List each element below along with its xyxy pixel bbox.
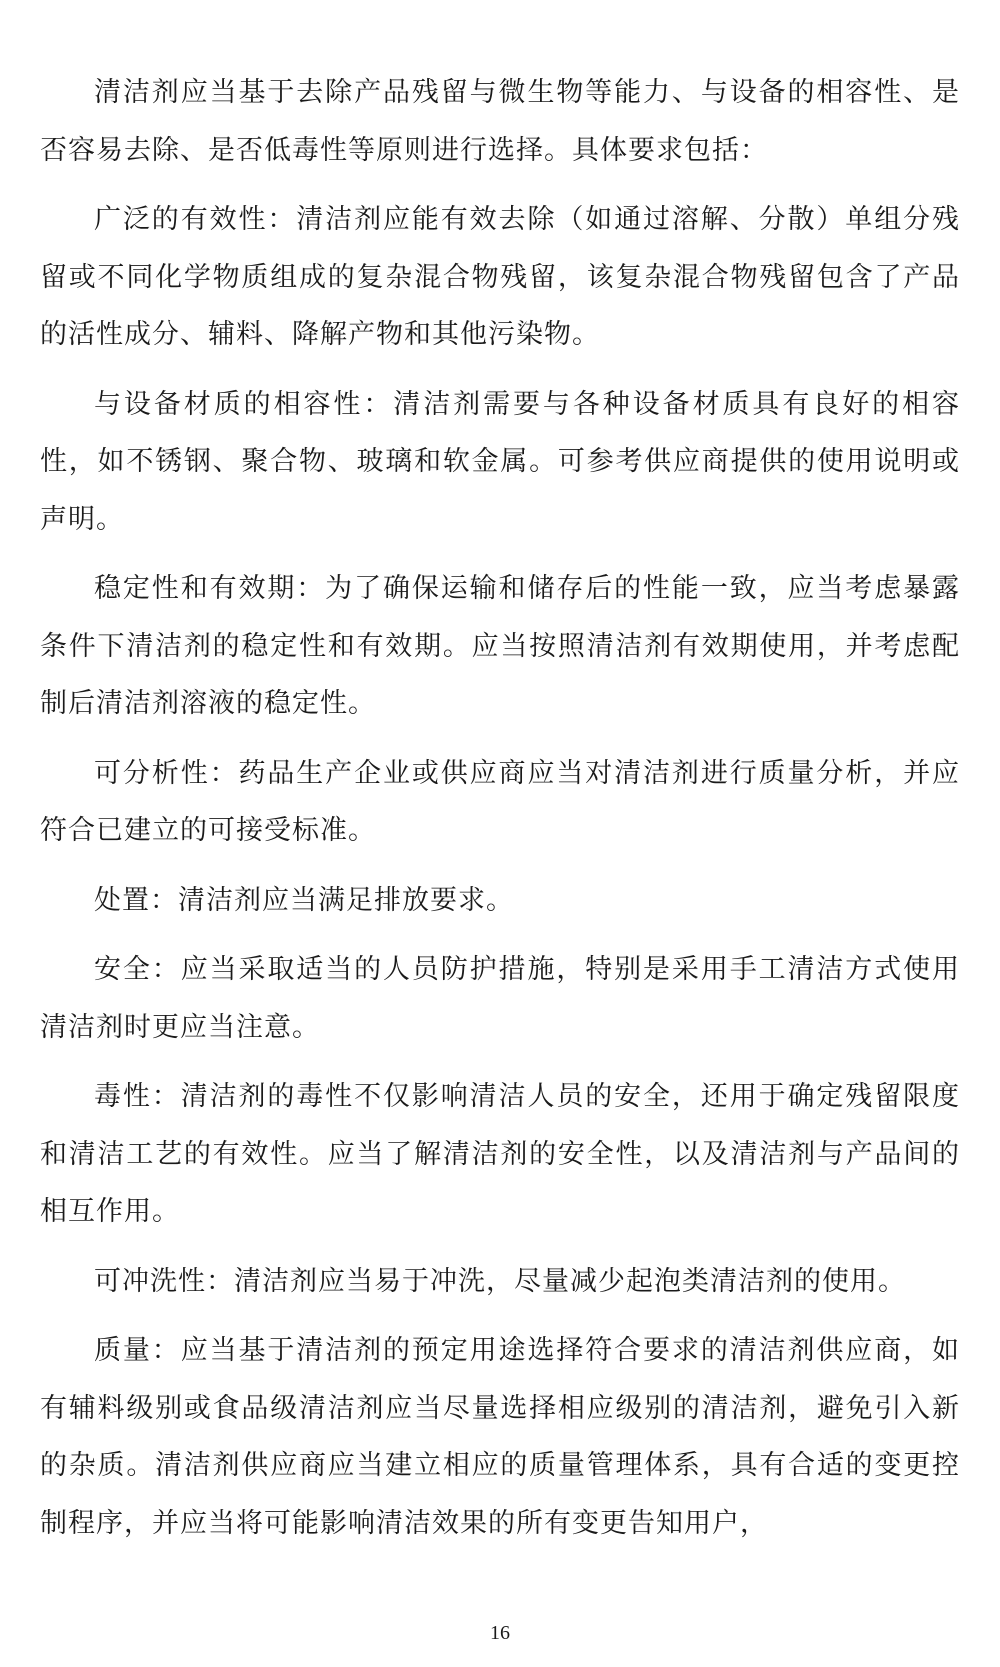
paragraph-compatibility: 与设备材质的相容性：清洁剂需要与各种设备材质具有良好的相容性，如不锈钢、聚合物、玻璃和软金属。可参考供应商提供的使用说明或声明。 (40, 388, 960, 535)
paragraph-quality: 质量：应当基于清洁剂的预定用途选择符合要求的清洁剂供应商，如有辅料级别或食品级清洁剂应当尽量选择相应级别的清洁剂，避免引入新的杂质。清洁剂供应商应当建立相应的质量管理体系，具有合适的变更控制程序，并应当将可能影响清洁效果的所有变更告知用户， (40, 1335, 960, 1539)
paragraph-analyzability: 可分析性：药品生产企业或供应商应当对清洁剂进行质量分析，并应符合已建立的可接受标准。 (40, 757, 960, 846)
paragraph-disposal: 处置：清洁剂应当满足排放要求。 (94, 884, 514, 916)
paragraph-effectiveness: 广泛的有效性：清洁剂应能有效去除（如通过溶解、分散）单组分残留或不同化学物质组成的复杂混合物残留，该复杂混合物残留包含了产品的活性成分、辅料、降解产物和其他污染物。 (40, 204, 960, 350)
paragraph-safety: 安全：应当采取适当的人员防护措施，特别是采用手工清洁方式使用清洁剂时更应当注意。 (40, 954, 960, 1043)
paragraph-stability: 稳定性和有效期：为了确保运输和储存后的性能一致，应当考虑暴露条件下清洁剂的稳定性和有效期。应当按照清洁剂有效期使用，并考虑配制后清洁剂溶液的稳定性。 (40, 573, 960, 719)
page-number: 16 (490, 1622, 510, 1644)
document-body (40, 64, 960, 1564)
paragraph-intro: 清洁剂应当基于去除产品残留与微生物等能力、与设备的相容性、是否容易去除、是否低毒性等原则进行选择。具体要求包括： (40, 77, 960, 166)
paragraph-toxicity: 毒性：清洁剂的毒性不仅影响清洁人员的安全，还用于确定残留限度和清洁工艺的有效性。应当了解清洁剂的安全性，以及清洁剂与产品间的相互作用。 (40, 1081, 960, 1227)
paragraph-rinsability: 可冲洗性：清洁剂应当易于冲洗，尽量减少起泡类清洁剂的使用。 (94, 1265, 906, 1297)
